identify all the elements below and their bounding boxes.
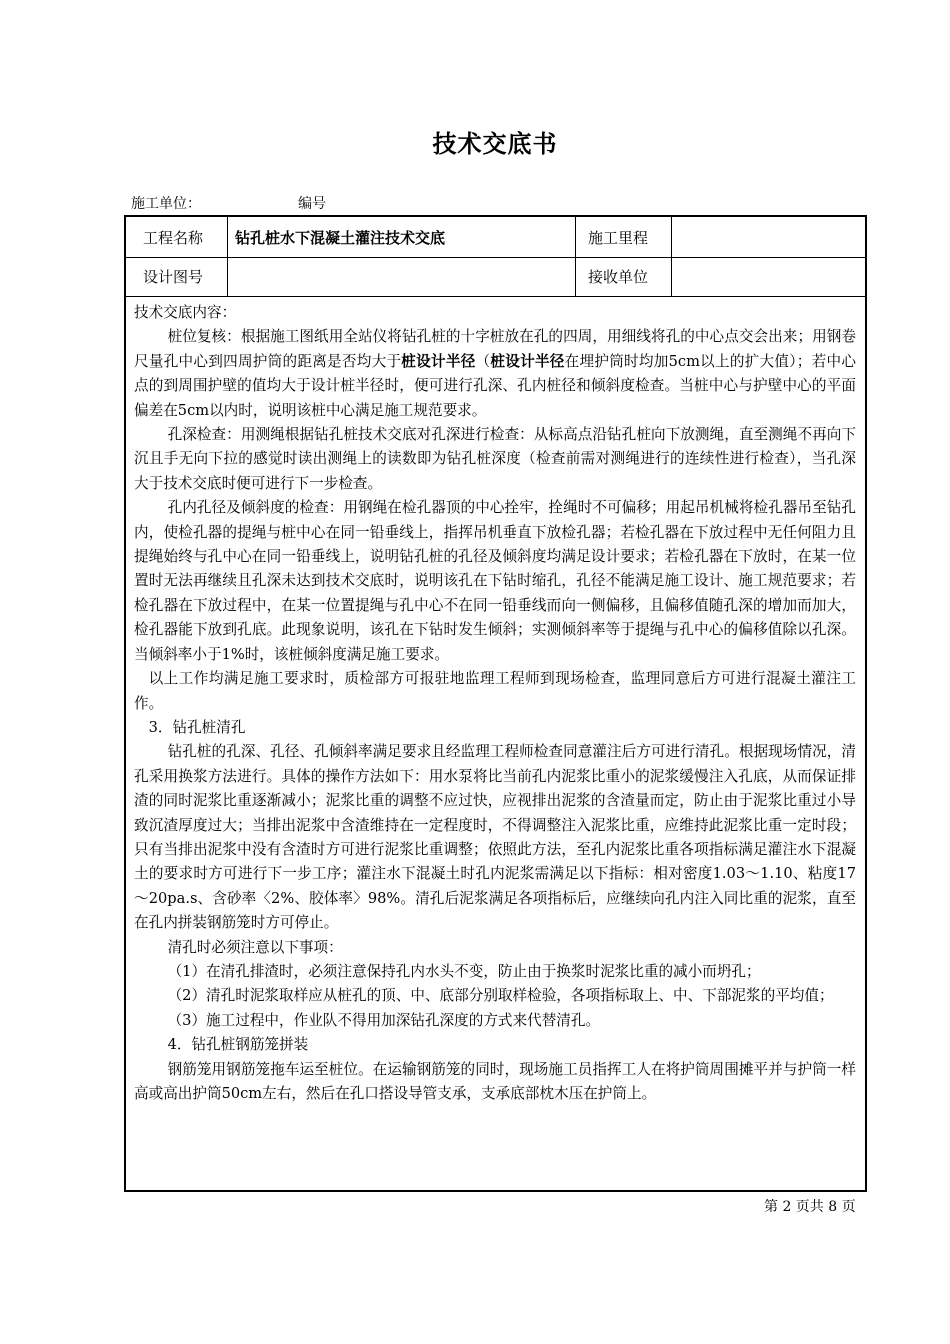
column-divider (227, 217, 228, 296)
bold-term: 桩设计半径 (490, 352, 565, 370)
content-heading: 技术交底内容： (134, 304, 237, 321)
note-item-2: （2）清孔时泥浆取样应从桩孔的顶、中、底部分别取样检验，各项指标取上、中、下部泥浆的平均值； (167, 987, 834, 1005)
paragraph-hole-cleaning: 钻孔桩的孔深、孔径、孔倾斜率满足要求且经监理工程师检查同意灌注后方可进行清孔。根据现场情况，清孔采用换浆方法进行。具体的操作方法如下：用水泵将比当前孔内泥浆比重小的泥浆缓慢注入孔底，从而保证排渣的同时泥浆比重逐渐减小；泥浆比重的调整不应过快，应视排出泥浆的含渣量而定，防止由于泥浆比重过小导致沉渣厚度过大；当排出泥浆中含渣维持在一定程度时，不得调整注入泥浆比重，应维持此泥浆比重一定时段；只有当排出泥浆中没有含渣时方可进行泥浆比重调整；依照此方法，至孔内泥浆比重各项指标满足灌注水下混凝土的要求时方可进行下一步工序；灌注水下混凝土时孔内泥浆需满足以下指标：相对密度1.03～1.10、粘度17～20pa.s、含砂率〈2%、胶体率〉98%。清孔后泥浆满足各项指标后，应继续向孔内注入同比重的泥浆，直至在孔内拼装钢筋笼时方可停止。 (134, 743, 856, 932)
row-divider (126, 257, 867, 258)
mileage-label: 施工里程 (588, 229, 649, 247)
column-divider (575, 217, 576, 296)
paragraph-hole-diameter: 孔内孔径及倾斜度的检查：用钢绳在检孔器顶的中心拴牢，拴绳时不可偏移；用起吊机械将检孔器吊至钻孔内，使检孔器的提绳与桩中心在同一铅垂线上，指挥吊机垂直下放检孔器；若检孔器在下放过程中无任何阻力且提绳始终与孔中心在同一铅垂线上，说明钻孔桩的孔径及倾斜度均满足设计要求；若检孔器在下放时，在某一位置时无法再继续且孔深未达到技术交底时，说明该孔在下钻时缩孔，孔径不能满足施工设计、施工规范要求；若检孔器在下放过程中，在某一位置提绳与孔中心不在同一铅垂线而向一侧偏移，且偏移值随孔深的增加而加大，检孔器能下放到孔底。此现象说明，该孔在下钻时发生倾斜；实测倾斜率等于提绳与孔中心的偏移值除以孔深。当倾斜率小于1%时，该桩倾斜度满足施工要求。 (134, 499, 856, 663)
receiver-label: 接收单位 (588, 268, 649, 286)
section-heading-4: 4．钻孔桩钢筋笼拼装 (167, 1036, 309, 1054)
text-run: 在埋护筒时均加5cm以上的扩大值）；若中心点的到周围护壁的值均大于设计桩半径时，便可进行孔深、孔内桩径和倾斜度检查。当桩中心与护壁中心的平面偏差在5cm以内时，说明该桩中心满足施工规范要求。 (134, 352, 856, 419)
row-divider (126, 296, 867, 297)
disclosure-table (124, 215, 867, 1192)
paragraph-inspection: 以上工作均满足施工要求时，质检部方可报驻地监理工程师到现场检查，监理同意后方可进行混凝土灌注工作。 (134, 670, 856, 712)
bold-term: 桩设计半径 (401, 352, 476, 370)
number-label: 编号 (298, 196, 326, 212)
drawing-number-label: 设计图号 (143, 268, 204, 286)
page-number: 第 2 页共 8 页 (764, 1199, 856, 1215)
project-name-value: 钻孔桩水下混凝土灌注技术交底 (235, 229, 446, 247)
text-run: （ (475, 352, 491, 370)
paragraph-hole-depth: 孔深检查：用测绳根据钻孔桩技术交底对孔深进行检查：从标高点沿钻孔桩向下放测绳，直至测绳不再向下沉且手无向下拉的感觉时读出测绳上的读数即为钻孔桩深度（检查前需对测绳进行的连续性进行检查），当孔深大于技术交底时便可进行下一步检查。 (134, 426, 856, 492)
text-run: 桩位复核：根据施工图纸用全站仪将钻孔桩的十字桩放在孔的四周，用细线将孔的中心点交会出来；用钢卷尺量孔中心到四周护筒的距离是否均大于 (134, 328, 856, 370)
paragraph-pile-position (134, 325, 856, 423)
paragraph-notes-intro: 清孔时必须注意以下事项： (167, 938, 343, 956)
page-title: 技术交底书 (432, 129, 558, 158)
column-divider (671, 217, 672, 296)
project-name-label: 工程名称 (143, 229, 204, 247)
section-heading-3: 3．钻孔桩清孔 (148, 718, 246, 736)
disclosure-content (134, 301, 856, 1106)
note-item-1: （1）在清孔排渣时，必须注意保持孔内水头不变，防止由于换浆时泥浆比重的减小而坍孔； (167, 962, 761, 980)
paragraph-cage-assembly: 钢筋笼用钢筋笼拖车运至桩位。在运输钢筋笼的同时，现场施工员指挥工人在将护筒周围摊平并与护筒一样高或高出护筒50cm左右，然后在孔口搭设导管支承，支承底部枕木压在护筒上。 (134, 1060, 856, 1102)
construction-unit-label: 施工单位： (131, 196, 201, 212)
note-item-3: （3）施工过程中，作业队不得用加深钻孔深度的方式来代替清孔。 (167, 1011, 601, 1029)
